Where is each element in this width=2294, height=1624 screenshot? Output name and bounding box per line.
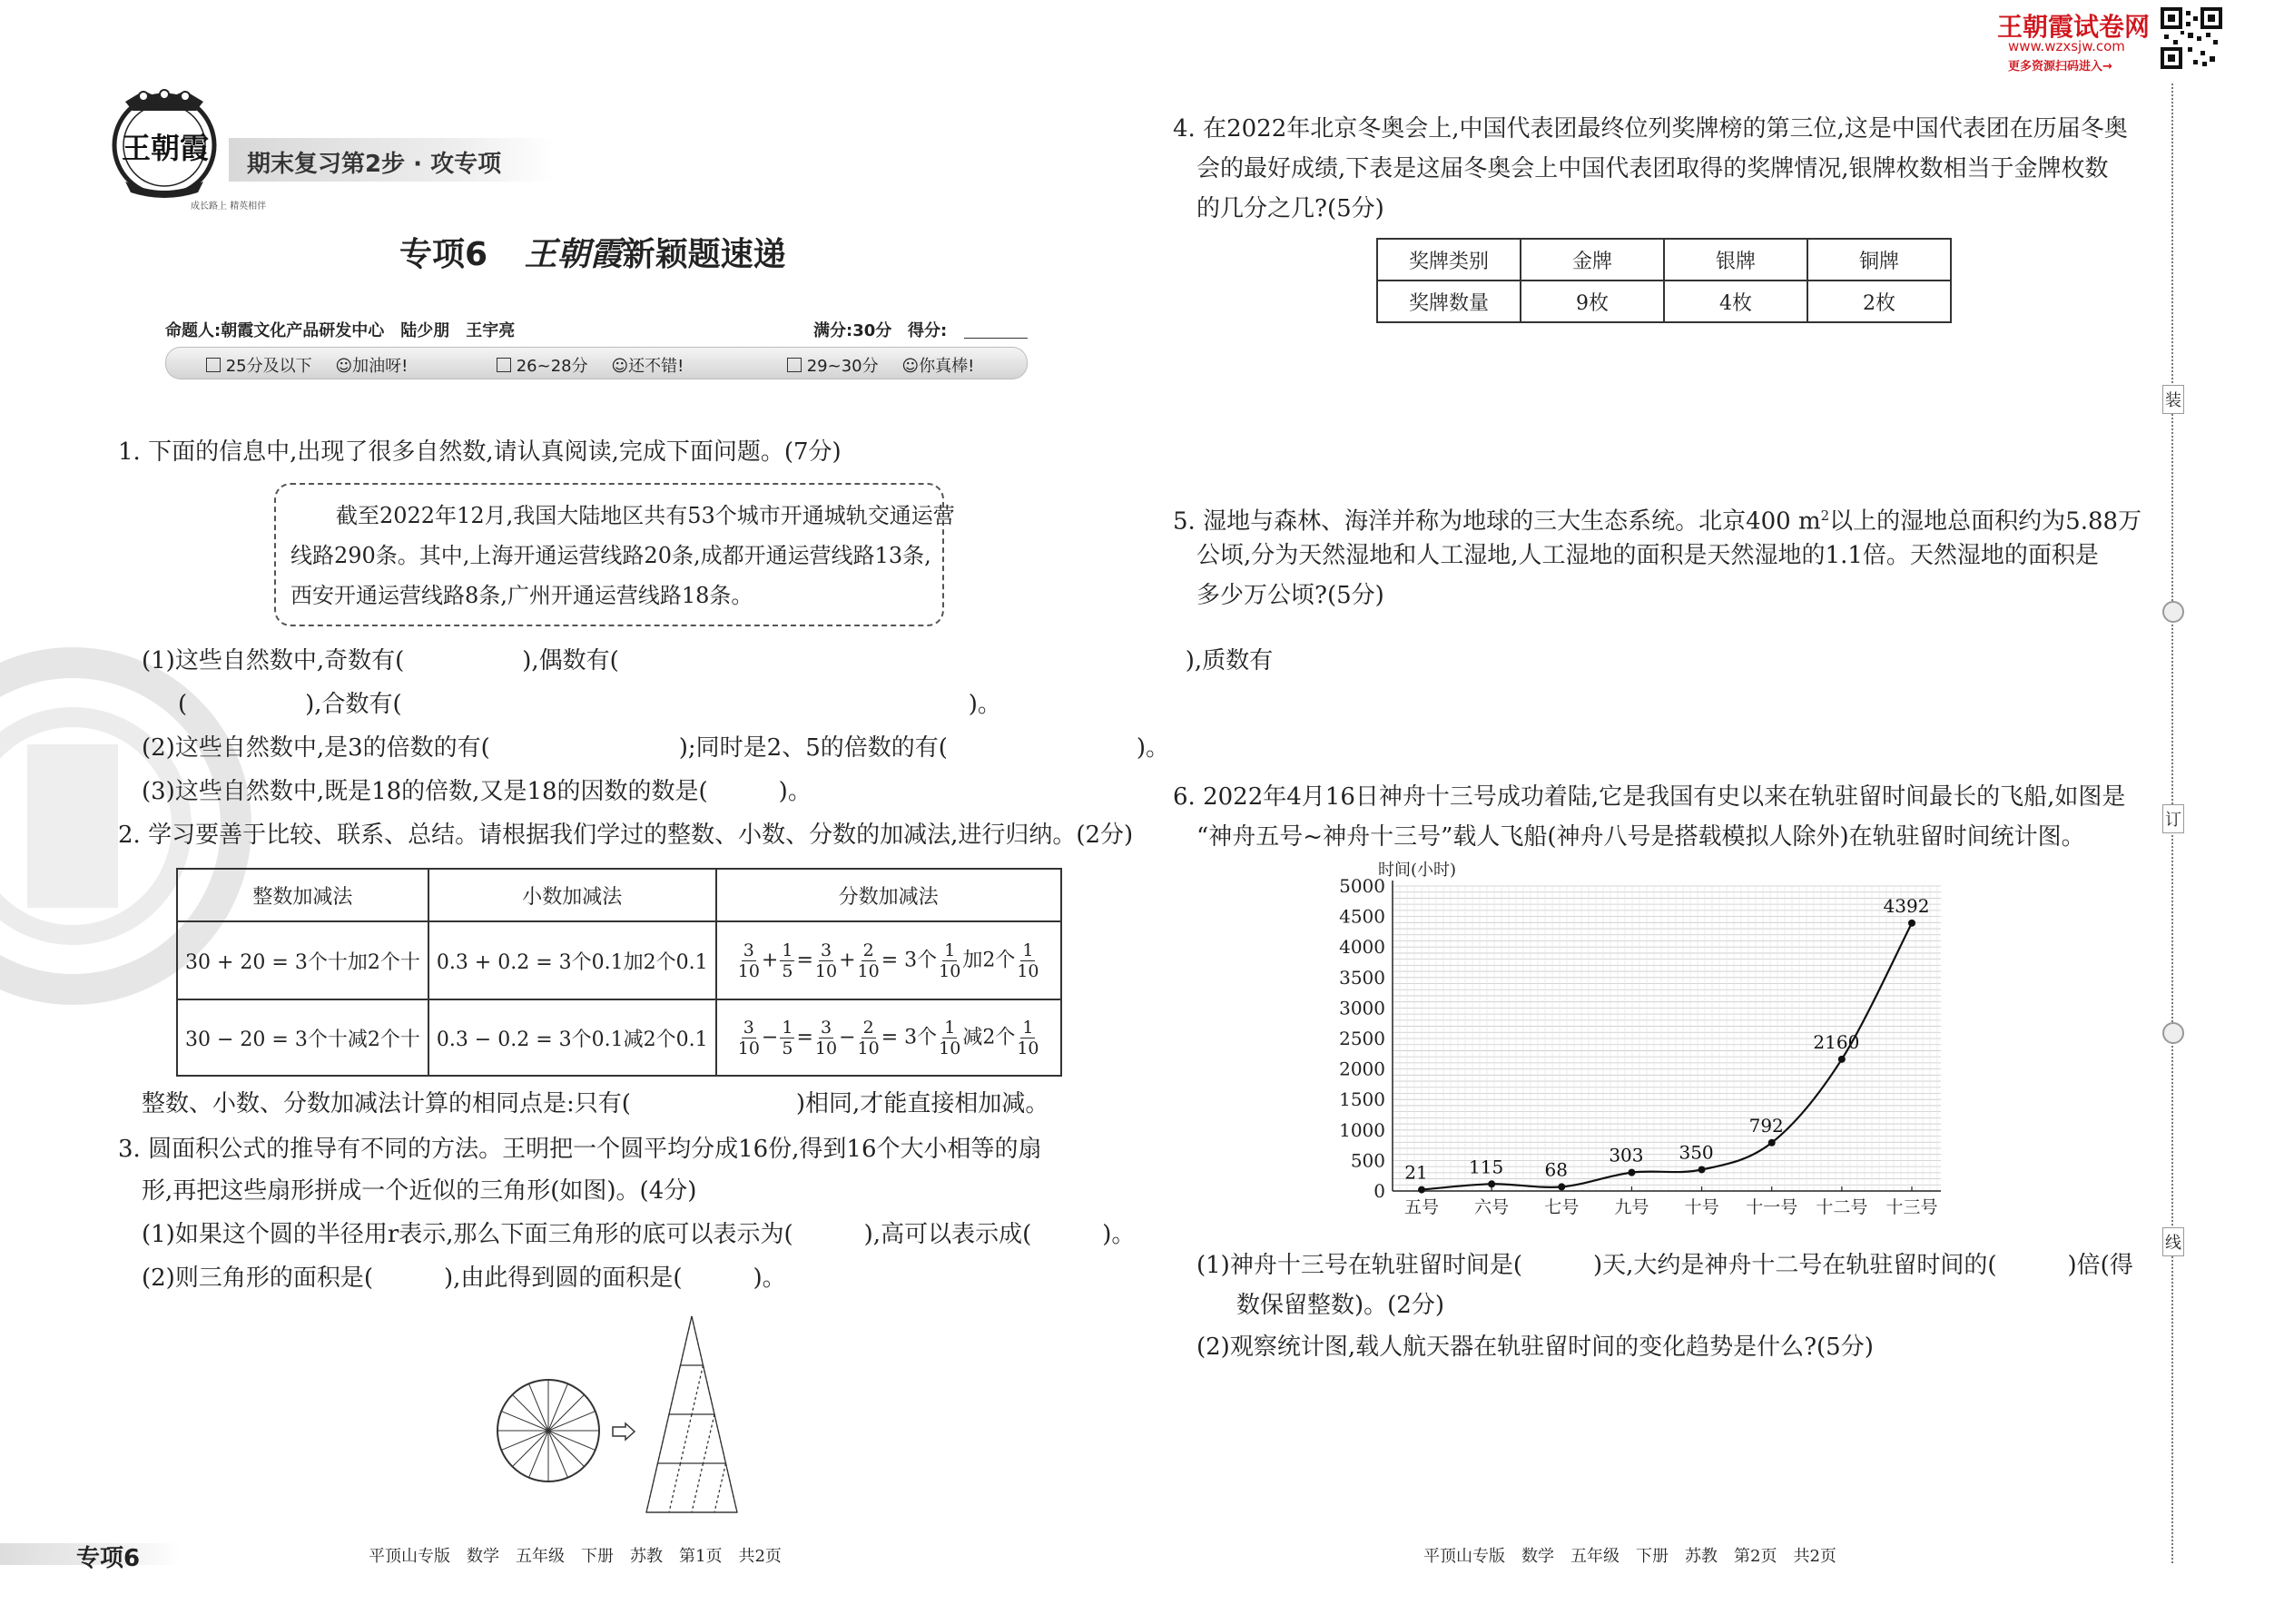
frac: [939, 1018, 960, 1058]
frac-den: 10: [1017, 1038, 1039, 1058]
frac-num: 3: [743, 940, 754, 960]
medal-silver-count: 4枚: [1664, 281, 1807, 322]
q2-header-frac: 分数加减法: [716, 869, 1061, 921]
rating-range-1: 25分及以下: [225, 357, 312, 376]
q1-info-line-1: 截至2022年12月,我国大陆地区共有53个城市开通城轨交通运营: [336, 503, 955, 528]
data-point: [1628, 1169, 1635, 1176]
op: =: [796, 949, 813, 971]
frac-num: 1: [782, 940, 793, 960]
q2-stem: 2. 学习要善于比较、联系、总结。请根据我们学过的整数、小数、分数的加减法,进行归纳。(2分): [118, 822, 1134, 849]
data-label: 350: [1679, 1141, 1714, 1164]
data-label: 115: [1469, 1156, 1504, 1178]
y-tick-label: 2500: [1339, 1028, 1385, 1049]
frac: [858, 1018, 880, 1058]
approx-triangle: [646, 1316, 737, 1512]
frac-den: 10: [939, 960, 961, 981]
q4-line-1: 4. 在2022年北京冬奥会上,中国代表团最终位列奖牌榜的第三位,这是中国代表团在历届冬奥: [1173, 115, 2128, 143]
q2-int-sub: 30 − 20 = 3个十减2个十: [177, 999, 428, 1076]
q1-info-line-3: 西安开通运营线路8条,广州开通运营线路18条。: [290, 583, 753, 608]
y-tick-label: 4000: [1339, 936, 1385, 959]
frac: [1017, 940, 1039, 981]
smile-icon-1: ☺: [335, 357, 353, 376]
y-tick-label: 5000: [1339, 875, 1385, 897]
smile-icon-2: ☺: [611, 357, 629, 376]
page-title: [399, 229, 786, 275]
y-tick-label: 4500: [1339, 905, 1385, 928]
site-hint: 更多资源扫码进入→: [2008, 60, 2112, 74]
q6-sub2: (2)观察统计图,载人航天器在轨驻留时间的变化趋势是什么?(5分): [1196, 1334, 1874, 1361]
q1-stem: 1. 下面的信息中,出现了很多自然数,请认真阅读,完成下面问题。(7分): [118, 438, 842, 466]
frac-den: 5: [782, 1038, 793, 1058]
x-tick-label: 十一号: [1746, 1197, 1798, 1217]
q2-table: [176, 868, 1062, 1077]
y-axis-label: 时间(小时): [1378, 861, 1457, 880]
op: 减2个: [962, 1026, 1016, 1048]
frac: [939, 940, 960, 981]
rating-comment-2: 还不错!: [628, 357, 684, 376]
q4-medal-table: [1376, 238, 1952, 323]
title-brand-script: 王朝霞: [524, 235, 623, 273]
y-tick-label: 2000: [1339, 1058, 1385, 1080]
footer-left: 平顶山专版 数学 五年级 下册 苏教 第1页 共2页: [369, 1547, 782, 1566]
x-tick-label: 十三号: [1885, 1197, 1938, 1217]
site-name: 王朝霞试卷网: [1997, 12, 2151, 42]
q2-dec-add: 0.3 + 0.2 = 3个0.1加2个0.1: [428, 921, 716, 999]
duration-line-chart: [1334, 859, 1988, 1240]
op: −: [839, 1026, 856, 1048]
op: +: [839, 949, 856, 971]
rating-item-3[interactable]: [787, 353, 974, 377]
q6-sub1-line1: (1)神舟十三号在轨驻留时间是( )天,大约是神舟十二号在轨驻留时间的( )倍(得: [1196, 1252, 2133, 1279]
q1-sub2: (2)这些自然数中,是3的倍数的有( );同时是2、5的倍数的有( )。: [142, 734, 1170, 762]
hole-icon-2: [2162, 1022, 2184, 1044]
checkbox-2[interactable]: [497, 358, 511, 372]
q3-sub2: (2)则三角形的面积是( ),由此得到圆的面积是( )。: [142, 1265, 786, 1292]
frac-num: 3: [820, 940, 832, 960]
q3-stem-1: 3. 圆面积公式的推导有不同的方法。王明把一个圆平均分成16份,得到16个大小相等的扇: [118, 1136, 1042, 1163]
q5-sup: 2: [1820, 507, 1830, 524]
q6-sub1-line2: 数保留整数)。(2分): [1236, 1292, 1444, 1319]
op: +: [761, 949, 779, 971]
op: = 3个: [881, 949, 938, 971]
op: = 3个: [881, 1026, 938, 1048]
qr-code-icon[interactable]: [2161, 7, 2222, 69]
medal-gold: 金牌: [1521, 239, 1664, 281]
data-point: [1488, 1180, 1495, 1187]
q5-line-1b: 以上的湿地总面积约为5.88万: [1829, 507, 2142, 536]
footer-tab: 专项6: [76, 1545, 141, 1572]
q3-sub1: (1)如果这个圆的半径用r表示,那么下面三角形的底可以表示为( ),高可以表示成( )。: [142, 1221, 1136, 1248]
frac-den: 10: [1017, 960, 1039, 981]
y-tick-label: 3500: [1339, 966, 1385, 989]
rating-comment-3: 你真棒!: [919, 357, 975, 376]
y-tick-label: 1000: [1339, 1118, 1385, 1141]
frac-num: 2: [862, 1017, 874, 1038]
data-point: [1558, 1183, 1565, 1190]
frac: [1017, 1018, 1039, 1058]
data-point: [1838, 1056, 1846, 1063]
circle-to-triangle-figure: [490, 1307, 781, 1525]
arrow-icon: [613, 1423, 635, 1440]
rating-range-3: 29~30分: [806, 357, 879, 376]
rating-comment-1: 加油呀!: [352, 357, 409, 376]
frac-den: 10: [814, 1038, 838, 1058]
frac-num: 3: [743, 1017, 754, 1038]
sector-edge: [714, 1463, 726, 1512]
header-banner-text: 期末复习第2步 · 攻专项: [247, 151, 502, 178]
frac-den: 10: [737, 960, 760, 981]
q1-sub3: (3)这些自然数中,既是18的倍数,又是18的因数的数是( )。: [142, 778, 812, 805]
site-url: www.wzxsjw.com: [2008, 38, 2125, 54]
data-point: [1768, 1139, 1776, 1147]
frac-den: 10: [857, 1038, 880, 1058]
data-label: 2160: [1813, 1030, 1860, 1053]
binding-mark-2: 订: [2162, 804, 2184, 833]
medal-bronze-count: 2枚: [1807, 281, 1951, 322]
medal-silver: 银牌: [1664, 239, 1807, 281]
frac-den: 10: [814, 960, 838, 981]
data-label: 4392: [1883, 894, 1930, 917]
frac-den: 10: [939, 1038, 961, 1058]
q5-line-2: 公顷,分为天然湿地和人工湿地,人工湿地的面积是天然湿地的1.1倍。天然湿地的面积是: [1196, 542, 2099, 569]
smile-icon-3: ☺: [901, 357, 920, 376]
hole-icon-1: [2162, 601, 2184, 623]
data-point: [1698, 1166, 1706, 1173]
rating-item-2[interactable]: [497, 353, 684, 377]
frac-num: 1: [944, 1017, 956, 1038]
frac-den: 5: [782, 960, 793, 981]
y-tick-label: 0: [1373, 1180, 1385, 1202]
score-label: 得分:: [908, 321, 948, 340]
frac-num: 2: [862, 940, 874, 960]
score-blank: [964, 338, 1028, 339]
frac: [780, 1018, 794, 1058]
medal-count-label: 奖牌数量: [1377, 281, 1521, 322]
q1-info-line-2: 线路290条。其中,上海开通运营线路20条,成都开通运营线路13条,: [290, 543, 931, 568]
checkbox-3[interactable]: [787, 358, 802, 372]
medal-col-label: 奖牌类别: [1377, 239, 1521, 281]
frac: [815, 940, 837, 981]
full-score: 满分:30分: [813, 321, 892, 340]
x-tick-label: 十二号: [1816, 1197, 1868, 1217]
sector-edge: [692, 1365, 704, 1414]
rating-range-2: 26~28分: [516, 357, 588, 376]
medal-bronze: 铜牌: [1807, 239, 1951, 281]
sector-edge: [692, 1463, 704, 1512]
sector-edge: [681, 1414, 693, 1463]
sector-edge: [704, 1414, 715, 1463]
q5-line-1a: 5. 湿地与森林、海洋并称为地球的三大生态系统。北京400 m: [1173, 507, 1821, 536]
x-tick-label: 九号: [1614, 1197, 1649, 1217]
frac-num: 1: [1022, 940, 1034, 960]
q2-header-int: 整数加减法: [177, 869, 428, 921]
binding-mark-1: 装: [2162, 385, 2184, 414]
y-tick-label: 3000: [1339, 997, 1385, 1019]
header-banner: [229, 138, 556, 182]
q2-frac-sub: [716, 999, 1061, 1076]
q2-dec-sub: 0.3 − 0.2 = 3个0.1减2个0.1: [428, 999, 716, 1076]
op: −: [761, 1026, 779, 1048]
q6-line-1: 6. 2022年4月16日神舟十三号成功着陆,它是我国有史以来在轨驻留时间最长的飞船,如图是: [1173, 783, 2126, 811]
q2-conclusion: 整数、小数、分数加减法计算的相同点是:只有( )相同,才能直接相加减。: [142, 1090, 1049, 1117]
x-tick-label: 十号: [1684, 1197, 1719, 1217]
q1-sub1-line1: (1)这些自然数中,奇数有( ),偶数有( ),质数有: [142, 647, 1274, 674]
q5-line-3: 多少万公顷?(5分): [1196, 582, 1384, 609]
frac-den: 10: [857, 960, 880, 981]
title-prefix: 专项6: [399, 236, 488, 273]
q2-int-add: 30 + 20 = 3个十加2个十: [177, 921, 428, 999]
sector-edge: [669, 1463, 681, 1512]
frac: [780, 940, 794, 981]
op: =: [796, 1026, 813, 1048]
frac-den: 10: [737, 1038, 760, 1058]
rating-item-1[interactable]: [206, 353, 408, 377]
data-point: [1418, 1186, 1425, 1194]
sector-circle: [497, 1380, 599, 1481]
frac-num: 3: [820, 1017, 832, 1038]
medal-gold-count: 9枚: [1521, 281, 1664, 322]
y-tick-label: 500: [1350, 1149, 1385, 1172]
binding-mark-3: 线: [2162, 1227, 2184, 1256]
data-label: 792: [1748, 1114, 1784, 1137]
frac-num: 1: [1022, 1017, 1034, 1038]
author-line: 命题人:朝霞文化产品研发中心 陆少朋 王宇亮: [165, 321, 516, 340]
q2-frac-add: [716, 921, 1061, 999]
series-line: [1422, 923, 1912, 1190]
frac: [815, 1018, 837, 1058]
data-point: [1908, 920, 1915, 927]
frac: [738, 940, 760, 981]
q4-line-2: 会的最好成绩,下表是这届冬奥会上中国代表团取得的奖牌情况,银牌枚数相当于金牌枚数: [1196, 155, 2109, 182]
data-label: 303: [1609, 1144, 1644, 1166]
logo-text: 王朝霞: [122, 131, 210, 165]
frac: [858, 940, 880, 981]
checkbox-1[interactable]: [206, 358, 221, 372]
footer-right: 平顶山专版 数学 五年级 下册 苏教 第2页 共2页: [1423, 1547, 1836, 1566]
q1-info-box: [274, 483, 955, 626]
data-label: 68: [1544, 1158, 1569, 1181]
frac-num: 1: [782, 1017, 793, 1038]
q2-header-dec: 小数加减法: [428, 869, 716, 921]
q4-line-3: 的几分之几?(5分): [1196, 195, 1384, 222]
y-tick-label: 1500: [1339, 1088, 1385, 1111]
logo-tagline-2: 精英相伴: [230, 202, 267, 212]
x-tick-label: 六号: [1474, 1197, 1510, 1217]
rating-bar: [165, 347, 1028, 379]
frac: [738, 1018, 760, 1058]
data-label: 21: [1404, 1161, 1428, 1184]
title-main: 新颖题速递: [622, 236, 786, 273]
logo-tagline-1: 成长路上: [191, 202, 227, 212]
frac-num: 1: [944, 940, 956, 960]
op: 加2个: [962, 949, 1016, 971]
x-tick-label: 五号: [1403, 1197, 1440, 1217]
q1-sub1-line2: ( ),合数有( )。: [178, 691, 1001, 718]
logo-tagline: [191, 198, 266, 212]
q3-stem-2: 形,再把这些扇形拼成一个近似的三角形(如图)。(4分): [142, 1177, 697, 1205]
q6-line-2: “神舟五号~神舟十三号”载人飞船(神舟八号是搭载模拟人除外)在轨驻留时间统计图。: [1196, 823, 2085, 851]
x-tick-label: 七号: [1544, 1197, 1580, 1217]
